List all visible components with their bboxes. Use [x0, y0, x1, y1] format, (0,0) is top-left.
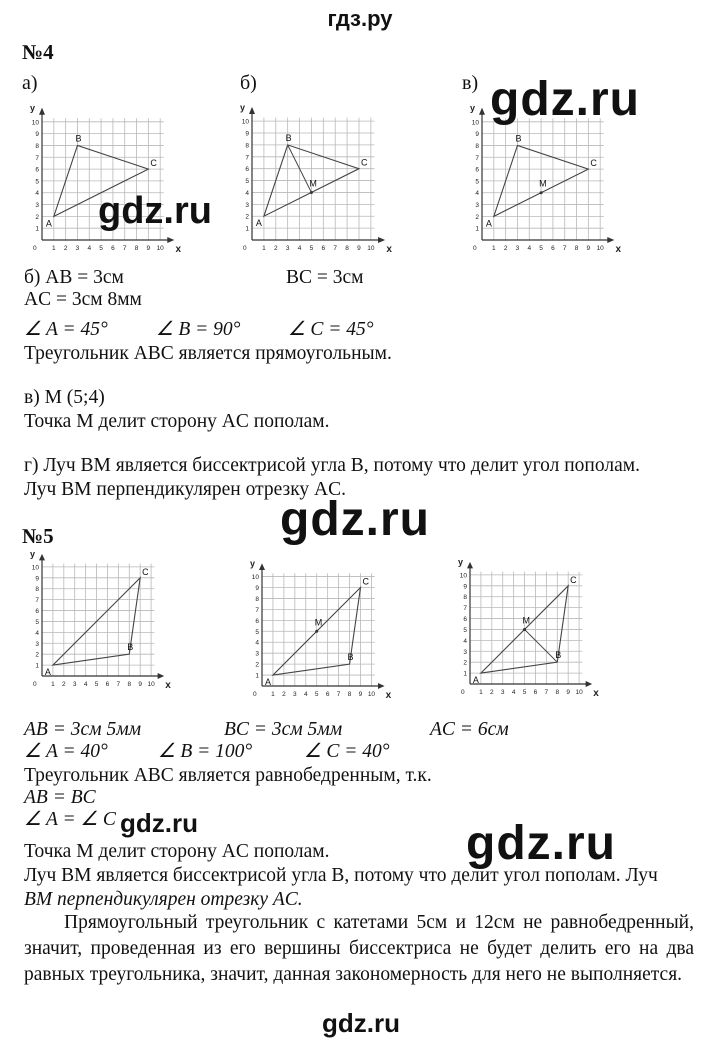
- x-tick-label: 4: [511, 689, 516, 696]
- x-tick-label: 6: [105, 681, 110, 688]
- y-axis-arrow: [39, 108, 45, 115]
- x-tick-label: 6: [533, 689, 538, 696]
- x-axis-arrow: [378, 237, 385, 243]
- x-tick-label: 2: [282, 691, 286, 698]
- x-tick-label: 7: [336, 691, 341, 698]
- t5-ab: AB = 3см 5мм: [24, 719, 142, 740]
- point-m: [540, 191, 543, 194]
- y-tick-label: 5: [35, 618, 39, 626]
- y-tick-label: 6: [255, 617, 259, 625]
- origin-label: 0: [33, 681, 37, 688]
- y-axis-label: y: [30, 103, 36, 114]
- y-tick-label: 3: [35, 640, 39, 648]
- x-tick-label: 3: [75, 245, 80, 252]
- graph-task4-a: [24, 92, 194, 262]
- y-tick-label: 3: [245, 201, 249, 209]
- y-tick-label: 10: [251, 574, 259, 582]
- x-tick-label: 9: [586, 245, 591, 252]
- point-m-label: M: [314, 617, 323, 628]
- x-tick-label: 2: [273, 245, 278, 252]
- x-axis-arrow: [607, 237, 614, 243]
- origin-label: 0: [473, 245, 477, 252]
- y-tick-label: 2: [35, 213, 39, 221]
- x-tick-label: 3: [72, 681, 77, 688]
- y-tick-label: 7: [35, 154, 39, 162]
- x-tick-label: 5: [309, 245, 314, 252]
- y-tick-label: 7: [255, 606, 259, 614]
- x-tick-label: 8: [127, 681, 132, 688]
- y-tick-label: 9: [35, 575, 39, 583]
- watermark-4: gdz.ru: [120, 808, 198, 838]
- y-tick-label: 3: [463, 648, 467, 656]
- t5-paragraph: Прямоугольный треугольник с катетами 5см и 12см не равнобедренный, значит, проведенная из его вершины биссектриса не будет делить его на два равных треугольника, значит, данная закономерность для него не выполняется.: [24, 912, 694, 985]
- y-tick-label: 7: [35, 597, 39, 605]
- t5-bc: BC = 3см 5мм: [224, 719, 343, 740]
- point-m-label: M: [522, 615, 531, 626]
- x-tick-label: 7: [333, 245, 338, 252]
- origin-label: 0: [243, 245, 247, 252]
- vertex-b-label: B: [347, 652, 354, 663]
- vertex-c-label: C: [150, 158, 157, 169]
- y-tick-label: 9: [245, 130, 249, 138]
- y-tick-label: 5: [463, 626, 467, 634]
- x-tick-label: 4: [83, 681, 88, 688]
- x-tick-label: 8: [134, 245, 139, 252]
- x-axis-arrow: [158, 673, 165, 679]
- x-tick-label: 4: [303, 691, 308, 698]
- y-tick-label: 6: [475, 166, 479, 174]
- y-tick-label: 1: [475, 225, 479, 233]
- x-tick-label: 4: [527, 245, 532, 252]
- y-axis-arrow: [479, 108, 485, 115]
- vertex-b-label: B: [515, 133, 522, 144]
- x-tick-label: 8: [345, 245, 349, 252]
- watermark-6: gdz.ru: [322, 1008, 400, 1038]
- graph-task4-b: [234, 102, 412, 262]
- y-tick-label: 2: [475, 213, 479, 221]
- x-tick-label: 10: [596, 245, 604, 252]
- y-tick-label: 9: [463, 583, 467, 591]
- x-axis-arrow: [378, 683, 385, 689]
- x-tick-label: 6: [325, 691, 330, 698]
- x-tick-label: 1: [52, 245, 56, 252]
- graph4c-label: в): [462, 72, 479, 94]
- x-tick-label: 2: [503, 245, 508, 252]
- x-tick-label: 2: [62, 681, 66, 688]
- x-axis-label: x: [593, 688, 599, 699]
- y-tick-label: 5: [35, 178, 39, 186]
- y-tick-label: 10: [31, 119, 39, 127]
- answer-angle-b: ∠ B = 90°: [156, 319, 241, 340]
- answer-ab: б) AB = 3см: [24, 267, 124, 288]
- y-tick-label: 2: [35, 651, 39, 659]
- watermark-2: gdz.ru: [98, 190, 212, 232]
- y-axis-label: y: [458, 557, 464, 568]
- origin-label: 0: [33, 245, 37, 252]
- x-tick-label: 10: [367, 691, 376, 698]
- x-tick-label: 9: [358, 691, 363, 698]
- y-tick-label: 8: [245, 142, 249, 150]
- x-tick-label: 2: [63, 245, 68, 252]
- point-m: [315, 630, 318, 633]
- y-axis-arrow: [259, 563, 265, 570]
- y-tick-label: 4: [463, 637, 467, 645]
- answer-angle-a: ∠ A = 45°: [24, 319, 108, 340]
- y-tick-label: 3: [35, 202, 39, 210]
- y-tick-label: 1: [245, 225, 249, 233]
- point-m-label: M: [309, 178, 317, 189]
- y-tick-label: 7: [475, 154, 479, 162]
- vertex-c-label: C: [362, 576, 369, 587]
- y-tick-label: 2: [255, 661, 259, 669]
- y-axis-label: y: [250, 558, 256, 569]
- x-axis-label: x: [386, 244, 392, 255]
- t5-eq1: AB = BC: [24, 787, 96, 808]
- y-tick-label: 7: [463, 605, 467, 613]
- x-tick-label: 9: [138, 681, 142, 688]
- y-tick-label: 7: [245, 154, 249, 162]
- x-tick-label: 5: [539, 245, 543, 252]
- x-tick-label: 1: [479, 689, 483, 696]
- y-tick-label: 6: [463, 616, 467, 624]
- answer-ac: AC = 3см 8мм: [24, 289, 142, 310]
- answer-conclusion: Треугольник ABC является прямоугольным.: [24, 343, 392, 364]
- vertex-b-label: B: [285, 132, 292, 143]
- x-tick-label: 5: [94, 681, 99, 688]
- y-tick-label: 1: [463, 670, 467, 678]
- task5-title: №5: [22, 524, 54, 548]
- vertex-a-label: A: [255, 218, 262, 229]
- y-tick-label: 6: [35, 166, 39, 174]
- task4-title: №4: [22, 40, 54, 64]
- t5-angle-a: ∠ A = 40°: [24, 741, 108, 762]
- t5-angle-b: ∠ B = 100°: [158, 741, 253, 762]
- y-tick-label: 10: [459, 572, 467, 580]
- y-tick-label: 10: [241, 118, 249, 126]
- y-tick-label: 3: [475, 202, 479, 210]
- x-tick-label: 3: [515, 245, 520, 252]
- vertex-c-label: C: [142, 566, 149, 577]
- y-tick-label: 2: [463, 659, 467, 667]
- t5-angle-c: ∠ C = 40°: [304, 741, 390, 762]
- x-tick-label: 1: [492, 245, 496, 252]
- x-tick-label: 10: [156, 245, 164, 252]
- x-tick-label: 9: [146, 245, 151, 252]
- x-tick-label: 10: [575, 689, 583, 696]
- x-tick-label: 1: [51, 681, 55, 688]
- y-tick-label: 5: [255, 628, 259, 636]
- x-tick-label: 6: [551, 245, 555, 252]
- x-tick-label: 3: [293, 691, 297, 698]
- vertex-a-label: A: [44, 667, 51, 678]
- y-tick-label: 4: [35, 629, 39, 637]
- x-tick-label: 9: [566, 689, 570, 696]
- vertex-a-label: A: [485, 218, 492, 229]
- y-tick-label: 3: [255, 650, 259, 658]
- x-tick-label: 8: [347, 691, 352, 698]
- y-tick-label: 1: [255, 672, 259, 680]
- y-tick-label: 5: [245, 178, 249, 186]
- t5-m-text: Точка M делит сторону AC пополам.: [24, 841, 330, 862]
- y-tick-label: 10: [471, 119, 479, 127]
- vertex-c-label: C: [360, 157, 368, 168]
- y-tick-label: 8: [463, 594, 467, 602]
- answer-g-line1: г) Луч BM является биссектрисой угла B, потому что делит угол пополам.: [24, 455, 640, 476]
- x-axis-label: x: [175, 244, 182, 255]
- t5-bis-line2: BM перпендикулярен отрезку AC.: [24, 889, 303, 910]
- y-tick-label: 6: [245, 166, 249, 174]
- watermark-1: gdz.ru: [490, 73, 640, 126]
- vertex-b-label: B: [555, 650, 562, 661]
- t5-conclusion: Треугольник ABC является равнобедренным, т.к.: [24, 765, 432, 786]
- site-header: гдз.ру: [327, 6, 393, 31]
- x-tick-label: 4: [87, 245, 92, 252]
- origin-label: 0: [461, 689, 465, 696]
- answer-angle-c: ∠ C = 45°: [288, 319, 374, 340]
- y-tick-label: 10: [31, 564, 39, 572]
- point-m: [310, 191, 313, 194]
- x-tick-label: 8: [555, 689, 560, 696]
- y-tick-label: 4: [475, 190, 479, 198]
- answer-bc: BC = 3см: [286, 267, 364, 288]
- x-tick-label: 6: [321, 245, 326, 252]
- vertex-a-label: A: [264, 677, 271, 688]
- y-tick-label: 6: [35, 608, 39, 616]
- answer-g-line2: Луч BM перпендикулярен отрезку AC.: [24, 479, 347, 500]
- x-tick-label: 3: [500, 689, 505, 696]
- y-tick-label: 9: [475, 131, 479, 139]
- graph4a-label: а): [22, 72, 38, 94]
- x-tick-label: 7: [544, 689, 549, 696]
- x-tick-label: 7: [562, 245, 567, 252]
- y-tick-label: 4: [255, 639, 259, 647]
- y-tick-label: 4: [245, 189, 249, 197]
- graph-task5-a: [24, 548, 184, 698]
- vertex-a-label: A: [472, 675, 479, 686]
- watermark-3: gdz.ru: [280, 493, 430, 546]
- point-m: [523, 628, 526, 631]
- y-tick-label: 2: [245, 213, 249, 221]
- y-tick-label: 9: [255, 585, 259, 593]
- x-tick-label: 5: [522, 689, 527, 696]
- x-tick-label: 5: [99, 245, 103, 252]
- watermark-5: gdz.ru: [466, 817, 616, 870]
- x-tick-label: 3: [285, 245, 290, 252]
- point-m-label: M: [539, 178, 547, 189]
- vertex-a-label: A: [45, 218, 52, 229]
- x-tick-label: 10: [367, 245, 375, 252]
- y-tick-label: 4: [35, 190, 39, 198]
- y-tick-label: 5: [475, 178, 479, 186]
- y-tick-label: 8: [475, 142, 479, 150]
- vertex-c-label: C: [570, 574, 577, 585]
- y-tick-label: 8: [35, 142, 39, 150]
- x-axis-label: x: [165, 680, 171, 691]
- t5-eq2: ∠ A = ∠ C: [24, 809, 116, 830]
- y-axis-label: y: [240, 102, 246, 113]
- x-tick-label: 5: [314, 691, 319, 698]
- x-axis-label: x: [615, 244, 622, 255]
- t5-ac: AC = 6см: [430, 719, 509, 740]
- vertex-b-label: B: [75, 133, 82, 144]
- x-tick-label: 10: [147, 681, 155, 688]
- y-tick-label: 1: [35, 662, 39, 670]
- x-axis-arrow: [586, 681, 593, 687]
- x-tick-label: 4: [297, 245, 302, 252]
- y-tick-label: 8: [35, 586, 39, 594]
- t5-bis-line1: Луч BM является биссектрисой угла B, потому что делит угол пополам. Луч: [24, 865, 658, 886]
- answer-v-point: в) M (5;4): [24, 387, 105, 408]
- y-tick-label: 8: [255, 595, 259, 603]
- x-tick-label: 6: [111, 245, 115, 252]
- x-axis-label: x: [385, 690, 392, 701]
- graph-task5-b: [244, 558, 412, 708]
- x-tick-label: 7: [116, 681, 121, 688]
- y-axis-arrow: [467, 562, 473, 569]
- y-axis-label: y: [470, 103, 476, 114]
- segment-bm: [525, 629, 558, 662]
- y-axis-arrow: [249, 107, 255, 114]
- origin-label: 0: [253, 691, 257, 698]
- x-tick-label: 9: [357, 245, 361, 252]
- y-tick-label: 9: [35, 131, 39, 139]
- x-tick-label: 8: [574, 245, 579, 252]
- y-tick-label: 1: [35, 225, 39, 233]
- x-tick-label: 2: [490, 689, 494, 696]
- vertex-b-label: B: [127, 642, 134, 653]
- x-tick-label: 1: [271, 691, 275, 698]
- y-axis-arrow: [39, 554, 45, 561]
- x-tick-label: 7: [122, 245, 127, 252]
- y-axis-label: y: [30, 549, 36, 560]
- graph-task5-c: [452, 556, 612, 706]
- graph4b-label: б): [240, 72, 257, 94]
- x-axis-arrow: [167, 237, 174, 243]
- x-tick-label: 1: [262, 245, 266, 252]
- vertex-c-label: C: [590, 158, 597, 169]
- answer-v-text: Точка M делит сторону AC пополам.: [24, 411, 330, 432]
